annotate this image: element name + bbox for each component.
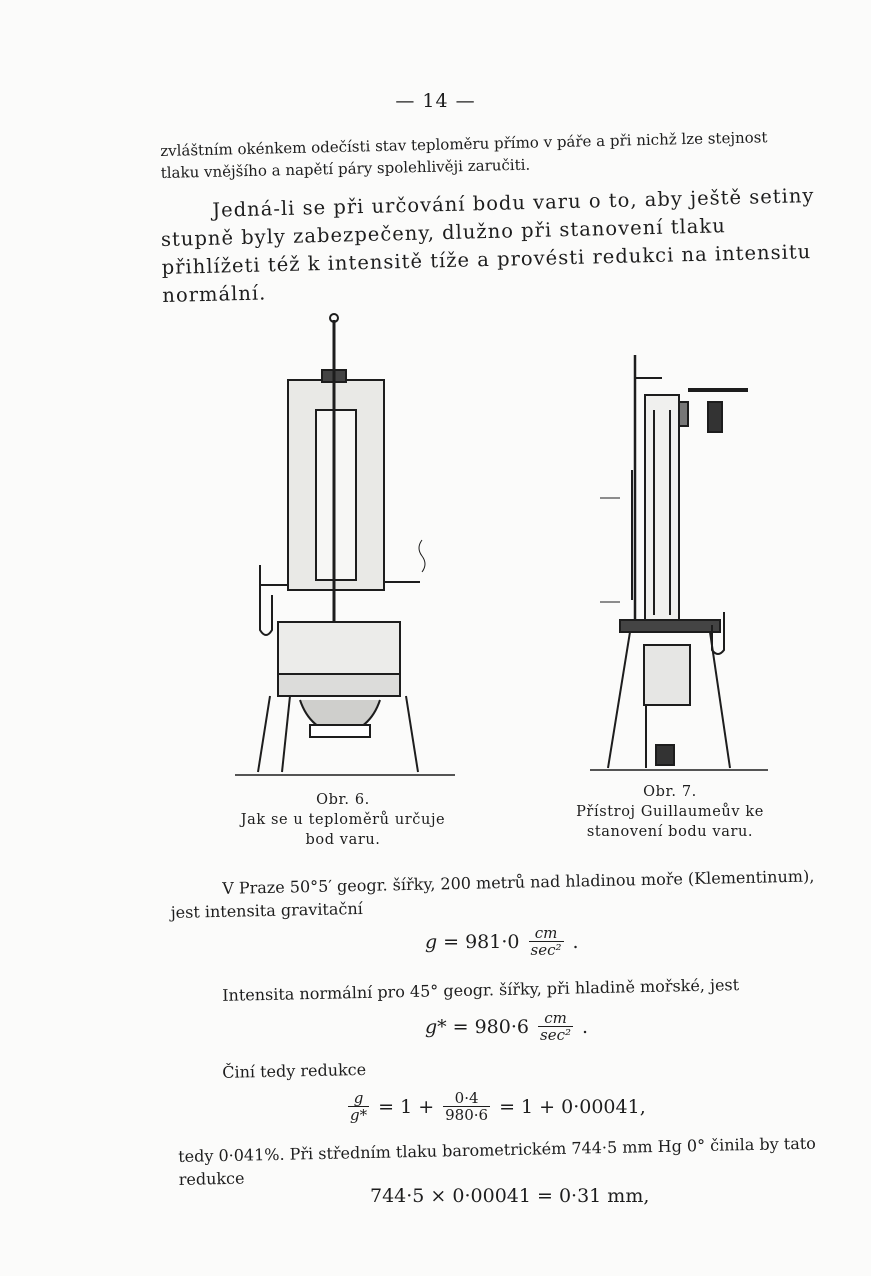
water-bath [278,674,400,696]
outer-column [645,395,679,620]
formula-g-unit [529,925,564,958]
stand-leg-right [710,632,730,768]
formula-g-unit-num: cm [534,924,558,942]
paragraph-continuation: zvláštním okénkem odečísti stav teploměru přímo v páře a při nichž lze stejnost tlaku vnějšího a napětí páry spolehlivěji zaručiti. [160,128,768,182]
valve-body [708,402,722,432]
formula-gstar-value: 980·6 [474,1015,529,1038]
paragraph-normal-text: Intensita normální pro 45° geogr. šířky, při hladině mořské, jest [222,975,740,1005]
formula-ratio-eq1: = 1 + [378,1095,435,1118]
formula-gstar-lhs: g* [425,1015,447,1038]
formula-ratio-value-num: 0·4 [454,1089,479,1107]
paragraph-prague-text: V Praze 50°5′ geogr. šířky, 200 metrů nad hladinou moře (Klementinum), jest intensita gravitační [170,866,815,922]
boiler [278,622,400,674]
figure-7-apparatus [590,350,770,775]
formula-g-end: . [572,930,579,953]
formula-g [425,925,579,958]
figure-7-label: Obr. 7. [643,784,697,800]
formula-gstar-unit-den: sec² [540,1026,571,1044]
figure-7-caption [540,782,800,842]
stand-leg-inner [282,696,290,772]
page-number: — 14 — [395,90,476,112]
paragraph-reduction-text: Činí tedy redukce [222,1059,367,1082]
formula-ratio-g-den: g* [350,1106,368,1124]
stand-leg-left [258,696,270,772]
formula-g-eq: = [443,930,460,953]
figure-6-text: Jak se u teploměrů určuje bod varu. [240,812,446,848]
steam-wisp [419,540,425,572]
paragraph-prague [170,864,831,924]
formula-ratio-value-den: 980·6 [445,1106,489,1124]
formula-ratio [345,1090,646,1123]
formula-g-lhs: g [425,930,438,953]
manometer-tube [260,565,272,635]
paragraph-gravity-reduction [160,182,823,310]
formula-ratio-rest: = 1 + 0·00041, [499,1095,646,1118]
formula-g-unit-den: sec² [530,941,562,959]
figure-6-apparatus [230,310,460,785]
formula-gstar-unit-num: cm [544,1009,567,1027]
formula-gstar-end: . [582,1015,589,1038]
burner-head [310,725,370,737]
formula-correction: 744·5 × 0·00041 = 0·31 mm, [370,1185,650,1207]
formula-ratio-fraction-value [443,1090,490,1123]
inner-tube [316,410,356,580]
stand-leg-right [406,696,418,772]
paragraph-barometric: tedy 0·041%. Při středním tlaku barometrickém 744·5 mm Hg 0° činila by tato redukce [178,1133,817,1189]
paragraph-normal [170,971,830,1008]
paragraph-gravity-text: Jedná-li se při určování bodu varu o to, aby ještě setiny stupně byly zabezpečeny, dlužno při stanovení tlaku přihlížeti též k intensitě tíže a provésti redukci na intensitu normální. [160,184,815,307]
water-vessel [644,645,690,705]
figure-6-label: Obr. 6. [316,792,370,808]
burner [656,745,674,765]
paragraph-reduction [170,1048,830,1085]
formula-ratio-g-num: g [353,1089,364,1107]
platform [620,620,720,632]
figure-7-text: Přístroj Guillaumeův ke stanovení bodu varu. [576,804,764,840]
formula-gstar-eq: = [452,1015,469,1038]
figure-6-caption [228,790,458,850]
formula-gstar-unit [538,1010,573,1043]
stand-leg-left [608,632,630,768]
formula-gstar [425,1010,588,1043]
formula-ratio-fraction-g [348,1090,369,1123]
formula-g-value: 981·0 [465,930,520,953]
